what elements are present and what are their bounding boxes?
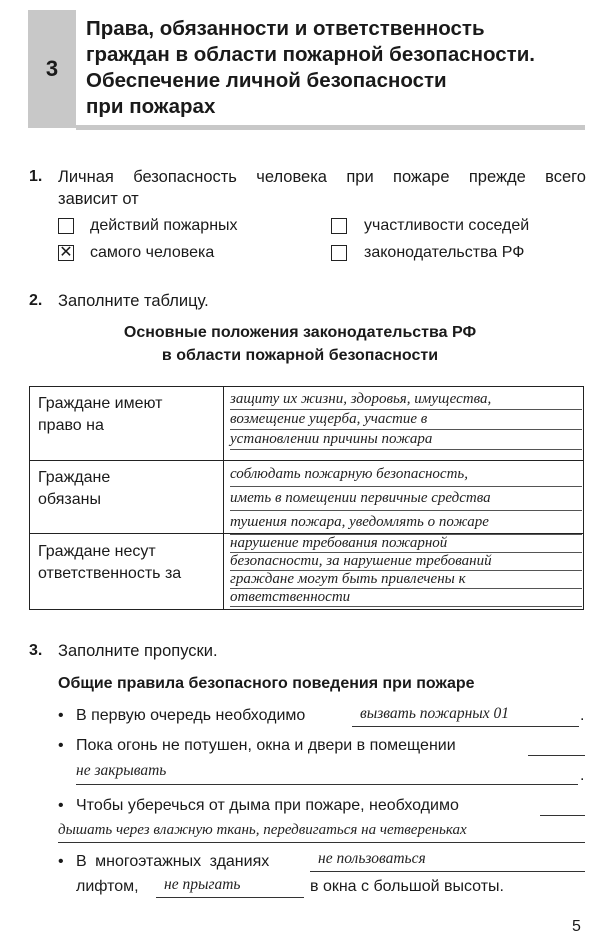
checkbox-neighbors[interactable] (331, 218, 347, 234)
option-neighbors: участливости соседей (364, 217, 530, 234)
item4-text2: лифтом, (76, 878, 139, 895)
checkbox-legislation[interactable] (331, 245, 347, 261)
table-divider (223, 387, 224, 609)
item2-text: Пока огонь не потушен, окна и двери в помещении (76, 737, 456, 754)
label-line: Граждане несут (38, 543, 156, 560)
task1-number: 1. (29, 168, 43, 185)
answer-line: нарушение требования пожарной (230, 535, 582, 553)
item4-answer2-field[interactable] (156, 877, 304, 898)
answer-line: установлении причины пожара (230, 430, 582, 450)
checkbox-mark: ✕ (59, 244, 73, 261)
checkbox-self[interactable] (58, 245, 74, 261)
item2-answer-tail (528, 737, 585, 756)
item4-answer-field[interactable] (310, 851, 585, 872)
table-title-line2: в области пожарной безопасности (161, 347, 439, 364)
section-number-box (28, 10, 76, 128)
item1-answer: вызвать пожарных 01 (360, 705, 510, 722)
answer-line: защиту их жизни, здоровья, имущества, (230, 390, 582, 410)
item3-answer-field[interactable] (58, 822, 585, 843)
label-line: ответственность за (38, 565, 182, 582)
task3-number: 3. (29, 642, 43, 659)
item3-text: Чтобы уберечься от дыма при пожаре, необходимо (76, 797, 459, 814)
table-row-answer (230, 535, 582, 607)
answer-line: возмещение ущерба, участие в (230, 410, 582, 430)
answer-line: тушения пожара, уведомлять о пожаре (230, 511, 582, 535)
bullet: • (58, 853, 64, 870)
table-row-divider (30, 460, 583, 461)
answer-line: граждане могут быть привлечены к (230, 571, 582, 589)
section-number: 3 (45, 56, 59, 81)
table-row-answer (230, 390, 582, 450)
table-row-label (38, 393, 163, 437)
label-line: Граждане имеют (38, 395, 163, 412)
bullet: • (58, 707, 64, 724)
legislation-table (29, 386, 584, 610)
label-line: обязаны (38, 491, 101, 508)
title-line: Права, обязанности и ответственность (86, 17, 485, 40)
item4-answer2: не прыгать (164, 876, 241, 893)
item2-answer-field[interactable] (76, 764, 578, 785)
task3-subtitle: Общие правила безопасного поведения при пожаре (58, 675, 475, 692)
item4-answer: не пользоваться (318, 850, 426, 867)
item1-answer-field[interactable] (352, 705, 579, 727)
table-row-label (38, 467, 110, 511)
option-legislation: законодательства РФ (364, 244, 525, 261)
task1-question (58, 166, 586, 210)
task3-text: Заполните пропуски. (58, 642, 218, 660)
bullet: • (58, 737, 64, 754)
table-title-line1: Основные положения законодательства РФ (123, 324, 477, 341)
title-line: при пожарах (86, 95, 216, 118)
answer-line: соблюдать пожарную безопасность, (230, 463, 582, 487)
title-line: Обеспечение личной безопасности (86, 69, 447, 92)
task2-number: 2. (29, 292, 43, 309)
item1-text: В первую очередь необходимо (76, 707, 306, 724)
item2-answer: не закрывать (76, 762, 167, 779)
title-underline (76, 125, 585, 130)
item3-answer: дышать через влажную ткань, передвигаться на четвереньках (58, 822, 467, 838)
table-row-label (38, 541, 181, 585)
item4-text3: в окна с большой высоты. (310, 878, 504, 895)
item2-end: . (580, 767, 585, 784)
task1-text-line1: Личная безопасность человека при пожаре прежде всего (58, 168, 586, 186)
item4-text: В многоэтажных зданиях (76, 853, 270, 870)
section-title (86, 16, 586, 120)
title-line: граждан в области пожарной безопасности. (86, 43, 535, 66)
bullet: • (58, 797, 64, 814)
answer-line: безопасности, за нарушение требований (230, 553, 582, 571)
option-self: самого человека (90, 244, 215, 261)
item3-answer-tail (540, 797, 585, 816)
label-line: Граждане (38, 469, 111, 486)
answer-line: иметь в помещении первичные средства (230, 487, 582, 511)
checkbox-firefighters[interactable] (58, 218, 74, 234)
option-firefighters: действий пожарных (90, 217, 238, 234)
label-line: право на (38, 417, 104, 434)
answer-line: ответственности (230, 589, 582, 607)
task2-text: Заполните таблицу. (58, 292, 209, 310)
task1-text-line2: зависит от (58, 190, 139, 208)
item1-end: . (580, 707, 585, 724)
table-row-answer (230, 463, 582, 535)
page-number: 5 (572, 918, 581, 935)
